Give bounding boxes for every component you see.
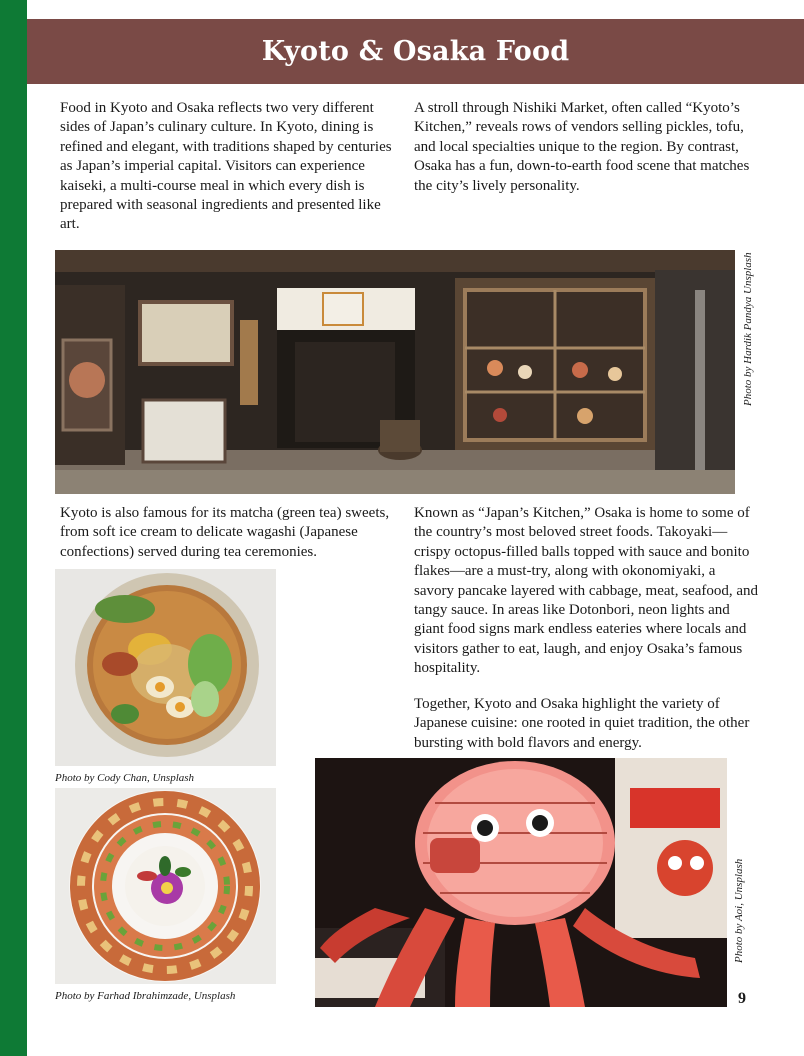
ramen-photo bbox=[55, 569, 276, 766]
side-accent-bar bbox=[0, 0, 27, 1056]
intro-paragraph: Food in Kyoto and Osaka reflects two very different sides of Japan’s culinary culture. In Kyoto, dining is refined and elegant, with traditions shaped by centuries as Japan’s imperial capital. Visitors can experience kaiseki, a multi-course meal in which every dish is prepared with seasonal ingredients and presented like art. bbox=[60, 100, 392, 233]
page-number: 9 bbox=[738, 990, 746, 1007]
ramen-photo-credit: Photo by Cody Chan, Unsplash bbox=[55, 772, 195, 784]
title-band bbox=[27, 19, 804, 84]
osaka-paragraph: Known as “Japan’s Kitchen,” Osaka is home to some of the country’s most beloved street foods. Takoyaki—crispy octopus-filled balls topped with sauce and bonito flakes—are a must-try, along with okonomiyaki, a savory pancake layered with cabbage, meat, seafood, and tangy sauce. In areas like Dotonbori, neon lights and giant food signs mark endless eateries where locals and visitors gather to eat, laugh, and enjoy Osaka’s famous hospitality. bbox=[414, 505, 759, 677]
conclusion-paragraph: Together, Kyoto and Osaka highlight the variety of Japanese cuisine: one rooted in quiet tradition, the other bursting with bold flavors and energy. bbox=[414, 696, 750, 751]
storefront-photo-credit: Photo by Hardik Pandya Unsplash bbox=[742, 252, 754, 406]
storefront-photo bbox=[55, 250, 735, 494]
matcha-paragraph: Kyoto is also famous for its matcha (green tea) sweets, from soft ice cream to delicate wagashi (Japanese confections) served during tea ceremonies. bbox=[60, 505, 390, 560]
sushi-photo bbox=[55, 788, 276, 984]
page-title: Kyoto & Osaka Food bbox=[261, 36, 570, 67]
sushi-photo-credit: Photo by Farhad Ibrahimzade, Unsplash bbox=[55, 990, 236, 1002]
nishiki-paragraph: A stroll through Nishiki Market, often called “Kyoto’s Kitchen,” reveals rows of vendors selling pickles, tofu, and local specialties unique to the region. By contrast, Osaka has a fun, down-to-earth food scene that matches the city’s lively personality. bbox=[414, 100, 750, 194]
octopus-lantern-photo bbox=[315, 758, 727, 1007]
lantern-photo-credit: Photo by Aoi, Unsplash bbox=[733, 858, 745, 963]
